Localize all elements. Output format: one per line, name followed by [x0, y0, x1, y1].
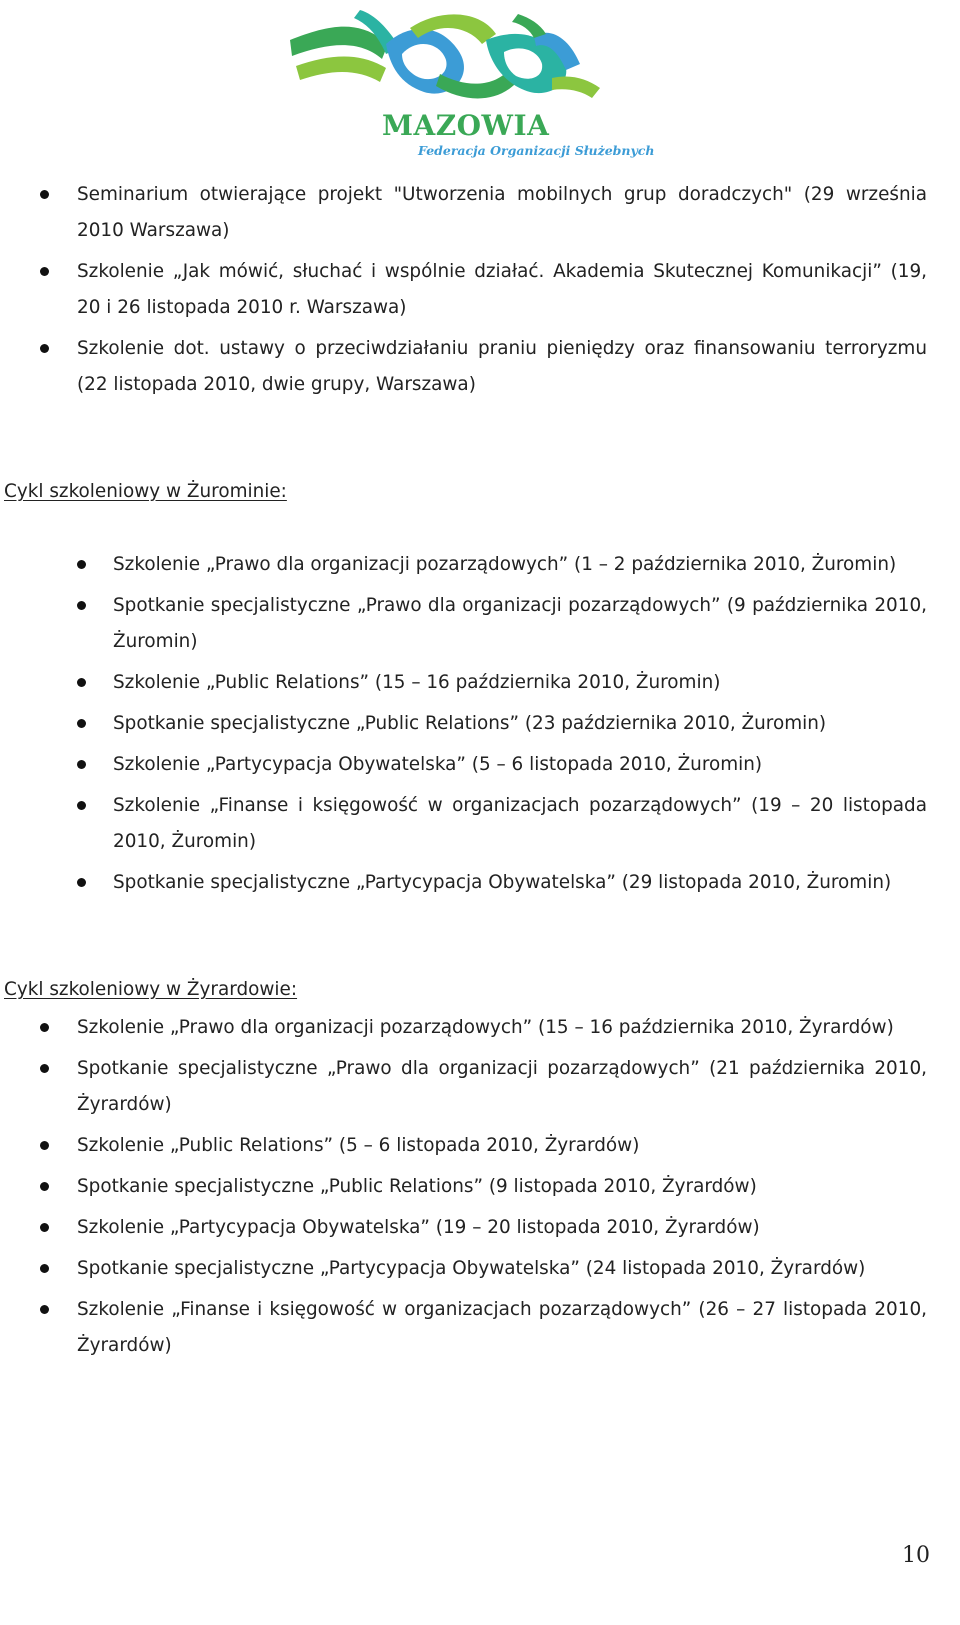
bullet-icon	[40, 344, 49, 353]
list-item	[77, 1292, 927, 1364]
list-item	[77, 1128, 927, 1164]
ribbon-knot-icon	[290, 4, 630, 114]
logo-title: MAZOWIA	[382, 109, 550, 142]
list-item-text: Spotkanie specjalistyczne „Prawo dla organizacji pozarządowych” (9 października 2010, Żuromin)	[113, 595, 927, 652]
list-item-text: Szkolenie „Public Relations” (15 – 16 października 2010, Żuromin)	[113, 672, 721, 693]
list-item-text: Seminarium otwierające projekt "Utworzenia mobilnych grup doradczych" (29 września 2010 Warszawa)	[77, 184, 927, 241]
bullet-icon	[40, 1223, 49, 1232]
bullet-icon	[40, 1023, 49, 1032]
list-item-text: Szkolenie „Finanse i księgowość w organizacjach pozarządowych” (26 – 27 listopada 2010, Żyrardów)	[77, 1299, 927, 1356]
bullet-icon	[40, 1305, 49, 1314]
list-item	[77, 254, 927, 326]
list-item	[77, 1010, 927, 1046]
section-heading-zyrardowie: Cykl szkoleniowy w Żyrardowie:	[4, 979, 298, 1000]
bullet-icon	[77, 719, 86, 728]
list-item-text: Szkolenie „Prawo dla organizacji pozarządowych” (15 – 16 października 2010, Żyrardów)	[77, 1017, 894, 1038]
list-item	[77, 1169, 927, 1205]
list-item-text: Szkolenie „Prawo dla organizacji pozarządowych” (1 – 2 października 2010, Żuromin)	[113, 554, 897, 575]
list-item	[77, 177, 927, 249]
list-item-text: Szkolenie „Jak mówić, słuchać i wspólnie działać. Akademia Skutecznej Komunikacji” (19, 20 i 26 listopada 2010 r. Warszawa)	[77, 261, 927, 318]
bullet-icon	[40, 1141, 49, 1150]
events-list-zurominie	[113, 547, 927, 906]
list-item	[113, 747, 927, 783]
list-item-text: Spotkanie specjalistyczne „Partycypacja Obywatelska” (24 listopada 2010, Żyrardów)	[77, 1258, 866, 1279]
bullet-icon	[77, 601, 86, 610]
list-item	[77, 1051, 927, 1123]
logo-subtitle: Federacja Organizacji Służebnych	[418, 143, 655, 158]
bullet-icon	[40, 1064, 49, 1073]
events-list-zyrardowie	[77, 1010, 927, 1369]
list-item-text: Spotkanie specjalistyczne „Public Relations” (9 listopada 2010, Żyrardów)	[77, 1176, 757, 1197]
list-item	[113, 706, 927, 742]
bullet-icon	[77, 678, 86, 687]
list-item	[113, 547, 927, 583]
bullet-icon	[40, 1182, 49, 1191]
bullet-icon	[40, 1264, 49, 1273]
mazowia-logo	[290, 4, 655, 164]
events-list-top	[77, 177, 927, 408]
list-item-text: Spotkanie specjalistyczne „Prawo dla organizacji pozarządowych” (21 października 2010, Żyrardów)	[77, 1058, 927, 1115]
list-item-text: Spotkanie specjalistyczne „Partycypacja Obywatelska” (29 listopada 2010, Żuromin)	[113, 872, 892, 893]
bullet-icon	[40, 267, 49, 276]
list-item	[113, 588, 927, 660]
list-item-text: Szkolenie „Partycypacja Obywatelska” (5 – 6 listopada 2010, Żuromin)	[113, 754, 763, 775]
bullet-icon	[77, 560, 86, 569]
list-item-text: Szkolenie „Finanse i księgowość w organizacjach pozarządowych” (19 – 20 listopada 2010, Żuromin)	[113, 795, 927, 852]
list-item-text: Szkolenie „Partycypacja Obywatelska” (19 – 20 listopada 2010, Żyrardów)	[77, 1217, 760, 1238]
list-item	[77, 331, 927, 403]
list-item	[77, 1251, 927, 1287]
list-item-text: Szkolenie „Public Relations” (5 – 6 listopada 2010, Żyrardów)	[77, 1135, 640, 1156]
page-number: 10	[902, 1543, 930, 1568]
list-item	[113, 788, 927, 860]
list-item	[77, 1210, 927, 1246]
bullet-icon	[77, 760, 86, 769]
bullet-icon	[77, 878, 86, 887]
list-item-text: Szkolenie dot. ustawy o przeciwdziałaniu praniu pieniędzy oraz finansowaniu terroryzmu (22 listopada 2010, dwie grupy, Warszawa)	[77, 338, 927, 395]
bullet-icon	[77, 801, 86, 810]
section-heading-zurominie: Cykl szkoleniowy w Żurominie:	[4, 481, 287, 502]
list-item	[113, 665, 927, 701]
list-item	[113, 865, 927, 901]
list-item-text: Spotkanie specjalistyczne „Public Relations” (23 października 2010, Żuromin)	[113, 713, 827, 734]
bullet-icon	[40, 190, 49, 199]
